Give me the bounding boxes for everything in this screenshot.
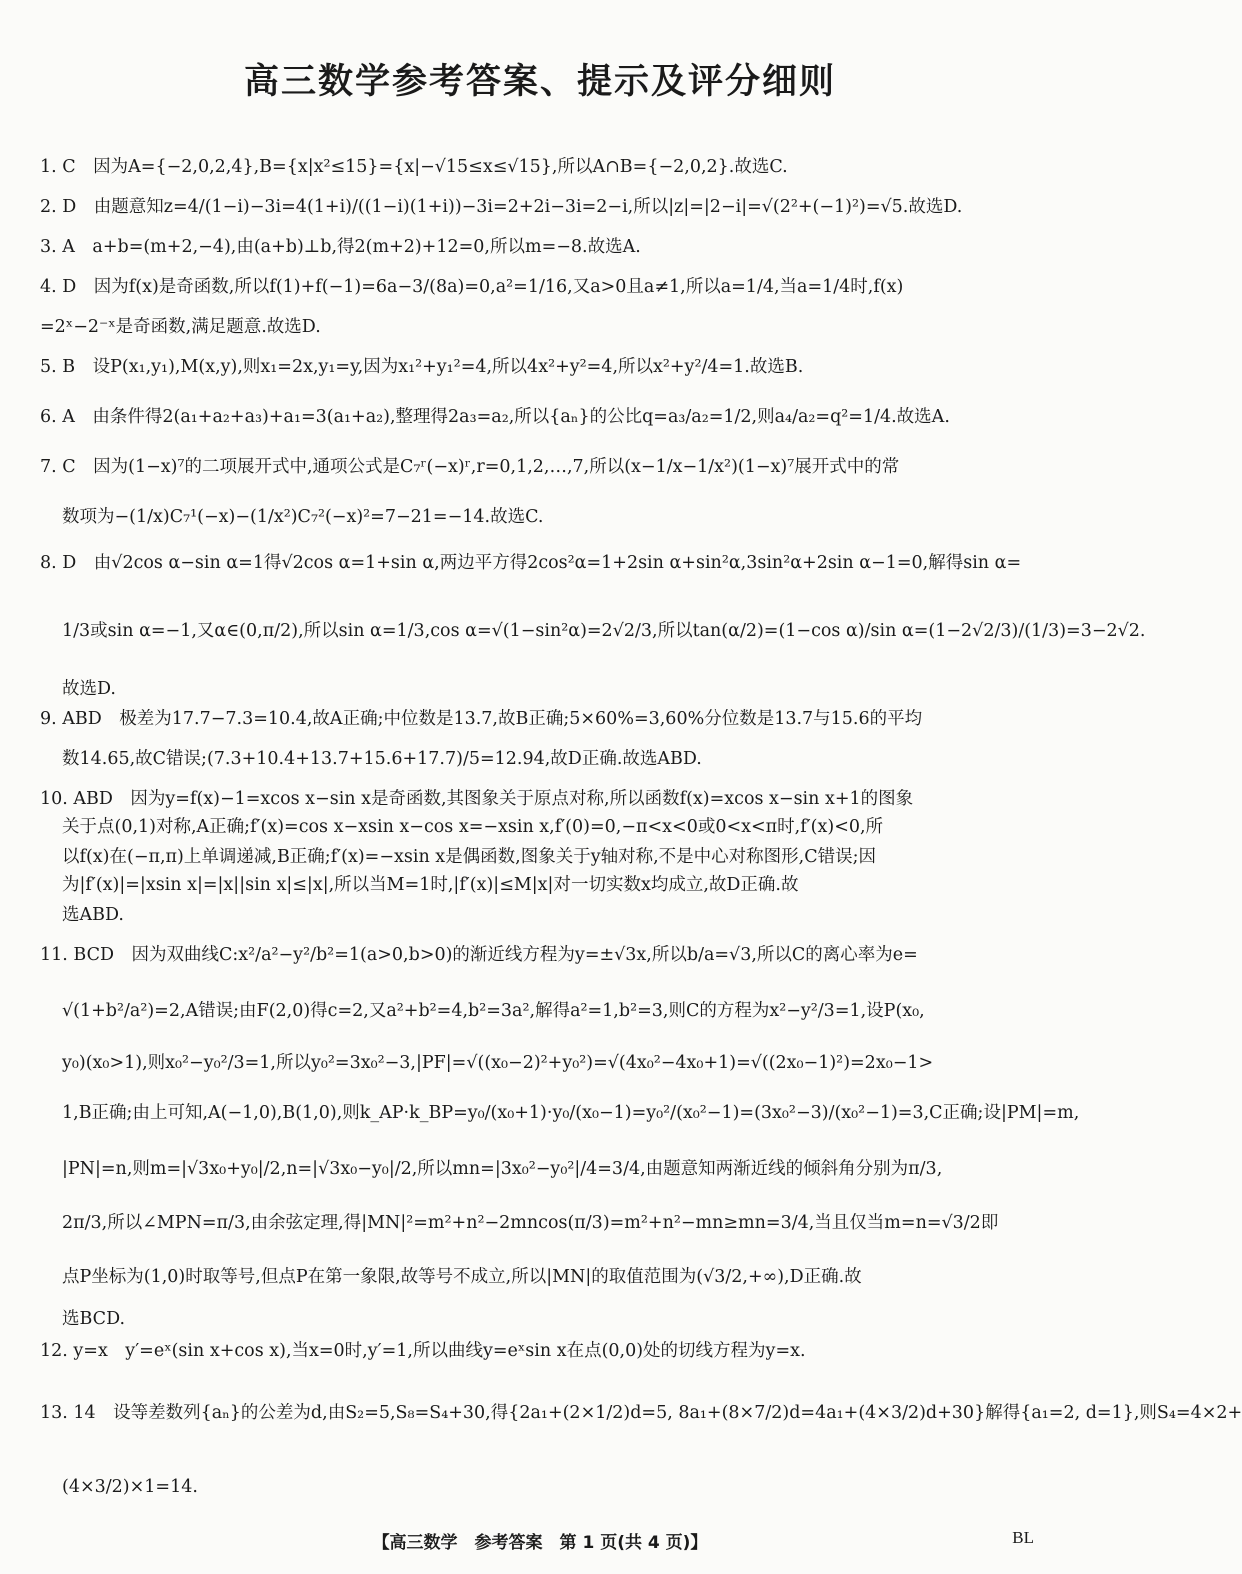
answer-line-12: 12. y=x y′=eˣ(sin x+cos x),当x=0时,y′=1,所以曲线y=eˣsin x在点(0,0)处的切线方程为y=x. <box>40 1341 806 1361</box>
answer-line-10-end: 选ABD. <box>62 905 124 925</box>
answer-line-13-cont: (4×3/2)×1=14. <box>62 1477 198 1497</box>
answer-line-11-cont-1: √(1+b²/a²)=2,A错误;由F(2,0)得c=2,又a²+b²=4,b²=3a²,解得a²=1,b²=3,则C的方程为x²−y²/3=1,设P(x₀, <box>62 1001 925 1021</box>
answer-line-11: 11. BCD 因为双曲线C:x²/a²−y²/b²=1(a>0,b>0)的渐近线方程为y=±√3x,所以b/a=√3,所以C的离心率为e= <box>40 945 918 965</box>
answer-line-13: 13. 14 设等差数列{aₙ}的公差为d,由S₂=5,S₈=S₄+30,得{2a₁+(2×1/2)d=5, 8a₁+(8×7/2)d=4a₁+(4×3/2)d+30}解得{a₁=2, d=1},则S₄=4×2+ <box>40 1403 1242 1423</box>
answer-line-8: 8. D 由√2cos α−sin α=1得√2cos α=1+sin α,两边平方得2cos²α=1+2sin α+sin²α,3sin²α+2sin α−1=0,解得sin α= <box>40 553 1022 573</box>
answer-line-3: 3. A a+b=(m+2,−4),由(a+b)⊥b,得2(m+2)+12=0,所以m=−8.故选A. <box>40 237 641 257</box>
answer-line-9-cont: 数14.65,故C错误;(7.3+10.4+13.7+15.6+17.7)/5=12.94,故D正确.故选ABD. <box>62 749 702 769</box>
answer-line-7-cont: 数项为−(1/x)C₇¹(−x)−(1/x²)C₇²(−x)²=7−21=−14.故选C. <box>62 507 544 527</box>
answer-line-2: 2. D 由题意知z=4/(1−i)−3i=4(1+i)/((1−i)(1+i))−3i=2+2i−3i=2−i,所以|z|=|2−i|=√(2²+(−1)²)=√5.故选D. <box>40 197 963 217</box>
corner-code: BL <box>1012 1528 1034 1547</box>
answer-line-10: 10. ABD 因为y=f(x)−1=xcos x−sin x是奇函数,其图象关于原点对称,所以函数f(x)=xcos x−sin x+1的图象 <box>40 789 914 809</box>
answer-line-4-cont: =2ˣ−2⁻ˣ是奇函数,满足题意.故选D. <box>40 317 321 337</box>
page-footer: 【高三数学 参考答案 第 1 页(共 4 页)】 <box>372 1533 708 1553</box>
answer-line-9: 9. ABD 极差为17.7−7.3=10.4,故A正确;中位数是13.7,故B正确;5×60%=3,60%分位数是13.7与15.6的平均 <box>40 709 923 729</box>
answer-line-11-cont-6: 点P坐标为(1,0)时取等号,但点P在第一象限,故等号不成立,所以|MN|的取值范围为(√3/2,+∞),D正确.故 <box>62 1267 862 1287</box>
page-title: 高三数学参考答案、提示及评分细则 <box>243 62 836 102</box>
answer-line-4: 4. D 因为f(x)是奇函数,所以f(1)+f(−1)=6a−3/(8a)=0,a²=1/16,又a>0且a≠1,所以a=1/4,当a=1/4时,f(x) <box>40 277 904 297</box>
answer-line-6: 6. A 由条件得2(a₁+a₂+a₃)+a₁=3(a₁+a₂),整理得2a₃=a₂,所以{aₙ}的公比q=a₃/a₂=1/2,则a₄/a₂=q²=1/4.故选A. <box>40 407 950 427</box>
answer-line-10-cont-3: 为|f′(x)|=|xsin x|=|x||sin x|≤|x|,所以当M=1时,|f′(x)|≤M|x|对一切实数x均成立,故D正确.故 <box>62 875 799 895</box>
answer-line-10-cont-2: 以f(x)在(−π,π)上单调递减,B正确;f′(x)=−xsin x是偶函数,图象关于y轴对称,不是中心对称图形,C错误;因 <box>62 847 877 867</box>
answer-line-8-cont: 1/3或sin α=−1,又α∈(0,π/2),所以sin α=1/3,cos α=√(1−sin²α)=2√2/3,所以tan(α/2)=(1−cos α)/sin α=(1−2√2/3)/(1/3)=3−2√2. <box>62 621 1146 641</box>
answer-line-5: 5. B 设P(x₁,y₁),M(x,y),则x₁=2x,y₁=y,因为x₁²+y₁²=4,所以4x²+y²=4,所以x²+y²/4=1.故选B. <box>40 357 804 377</box>
answer-line-1: 1. C 因为A={−2,0,2,4},B={x|x²≤15}={x|−√15≤x≤√15},所以A∩B={−2,0,2}.故选C. <box>40 157 788 177</box>
answer-line-11-cont-3: 1,B正确;由上可知,A(−1,0),B(1,0),则k_AP·k_BP=y₀/(x₀+1)·y₀/(x₀−1)=y₀²/(x₀²−1)=(3x₀²−3)/(x₀²−1)=3,C正确;设|PM|=m, <box>62 1103 1080 1123</box>
answer-line-10-cont-1: 关于点(0,1)对称,A正确;f′(x)=cos x−xsin x−cos x=−xsin x,f′(0)=0,−π<x<0或0<x<π时,f′(x)<0,所 <box>62 817 884 837</box>
answer-line-11-cont-2: y₀)(x₀>1),则x₀²−y₀²/3=1,所以y₀²=3x₀²−3,|PF|=√((x₀−2)²+y₀²)=√(4x₀²−4x₀+1)=√((2x₀−1)²)=2x₀−1> <box>62 1053 934 1073</box>
answer-line-11-end: 选BCD. <box>62 1309 126 1329</box>
answer-line-8-end: 故选D. <box>62 679 116 699</box>
answer-line-11-cont-4: |PN|=n,则m=|√3x₀+y₀|/2,n=|√3x₀−y₀|/2,所以mn=|3x₀²−y₀²|/4=3/4,由题意知两渐近线的倾斜角分别为π/3, <box>62 1159 943 1179</box>
answer-line-11-cont-5: 2π/3,所以∠MPN=π/3,由余弦定理,得|MN|²=m²+n²−2mncos(π/3)=m²+n²−mn≥mn=3/4,当且仅当m=n=√3/2即 <box>62 1213 999 1233</box>
answer-line-7: 7. C 因为(1−x)⁷的二项展开式中,通项公式是C₇ʳ(−x)ʳ,r=0,1,2,…,7,所以(x−1/x−1/x²)(1−x)⁷展开式中的常 <box>40 457 900 477</box>
